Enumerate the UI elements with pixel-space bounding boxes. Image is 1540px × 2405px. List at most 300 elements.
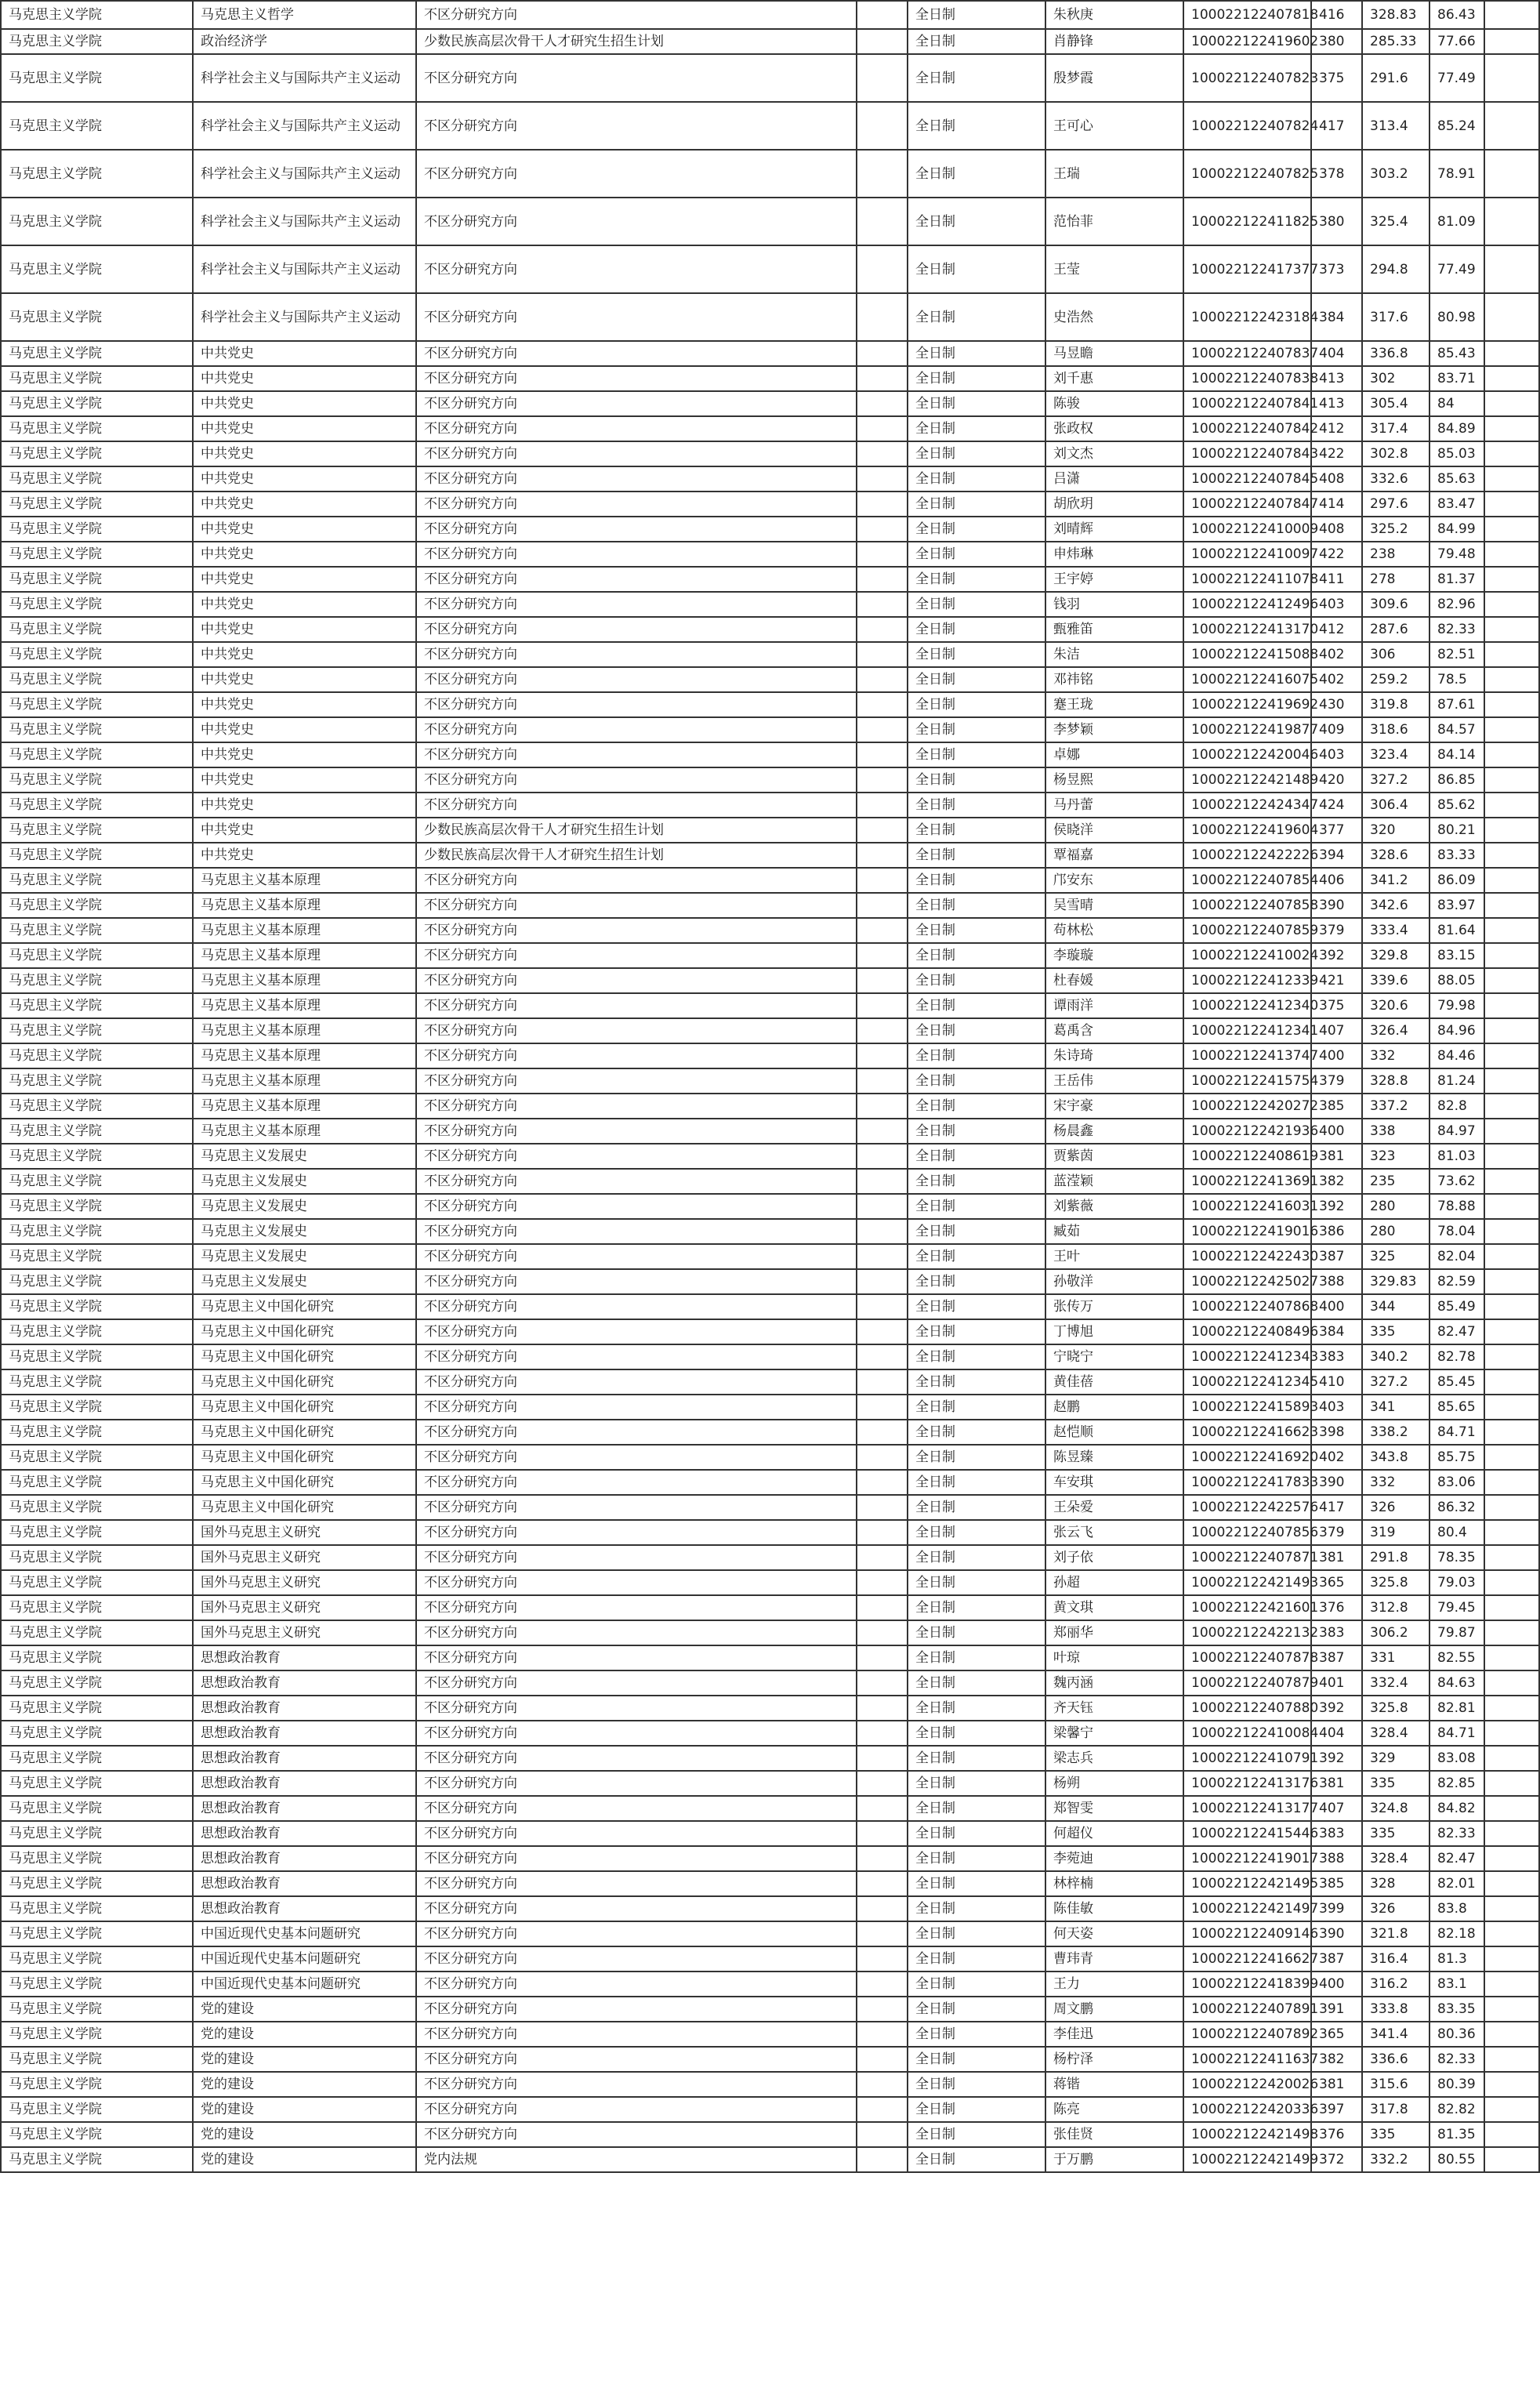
total-score-cell: 80.4 — [1429, 1520, 1484, 1545]
table-row — [1, 2122, 1539, 2147]
research-direction-cell: 不区分研究方向 — [416, 1119, 857, 1144]
research-direction-cell: 不区分研究方向 — [416, 150, 857, 198]
initial-score-cell: 410 — [1311, 1369, 1362, 1395]
spacer-cell — [857, 1670, 908, 1696]
research-direction-cell: 不区分研究方向 — [416, 1219, 857, 1244]
major-cell: 马克思主义发展史 — [193, 1194, 416, 1219]
college-cell: 马克思主义学院 — [1, 893, 193, 918]
spacer-cell — [1484, 1344, 1539, 1369]
spacer-cell — [857, 742, 908, 767]
college-cell: 马克思主义学院 — [1, 1470, 193, 1495]
candidate-id-cell: 100022122411078 — [1183, 567, 1311, 592]
retest-score-cell: 327.2 — [1362, 1369, 1429, 1395]
spacer-cell — [857, 1495, 908, 1520]
major-cell: 中共党史 — [193, 592, 416, 617]
study-mode-cell: 全日制 — [908, 1194, 1045, 1219]
table-row — [1, 1871, 1539, 1896]
spacer-cell — [1484, 1194, 1539, 1219]
spacer-cell — [857, 1319, 908, 1344]
candidate-id-cell: 100022122420336 — [1183, 2097, 1311, 2122]
research-direction-cell: 不区分研究方向 — [416, 1294, 857, 1319]
initial-score-cell: 383 — [1311, 1821, 1362, 1846]
college-cell: 马克思主义学院 — [1, 1445, 193, 1470]
initial-score-cell: 375 — [1311, 993, 1362, 1018]
total-score-cell: 83.1 — [1429, 1972, 1484, 1997]
total-score-cell: 79.98 — [1429, 993, 1484, 1018]
college-cell: 马克思主义学院 — [1, 1620, 193, 1645]
spacer-cell — [857, 366, 908, 391]
spacer-cell — [1484, 341, 1539, 366]
name-cell: 钱羽 — [1045, 592, 1183, 617]
total-score-cell: 81.24 — [1429, 1068, 1484, 1094]
retest-score-cell: 328.4 — [1362, 1846, 1429, 1871]
initial-score-cell: 408 — [1311, 517, 1362, 542]
spacer-cell — [857, 1846, 908, 1871]
retest-score-cell: 323 — [1362, 1144, 1429, 1169]
name-cell: 王可心 — [1045, 102, 1183, 150]
research-direction-cell: 不区分研究方向 — [416, 1244, 857, 1269]
college-cell: 马克思主义学院 — [1, 441, 193, 466]
total-score-cell: 78.91 — [1429, 150, 1484, 198]
spacer-cell — [1484, 692, 1539, 717]
name-cell: 宁晓宁 — [1045, 1344, 1183, 1369]
table-row — [1, 1972, 1539, 1997]
spacer-cell — [857, 1420, 908, 1445]
spacer-cell — [857, 102, 908, 150]
table-row — [1, 742, 1539, 767]
candidate-id-cell: 100022122410009 — [1183, 517, 1311, 542]
name-cell: 刘晴辉 — [1045, 517, 1183, 542]
initial-score-cell: 376 — [1311, 2122, 1362, 2147]
study-mode-cell: 全日制 — [908, 391, 1045, 416]
candidate-id-cell: 100022122416920 — [1183, 1445, 1311, 1470]
total-score-cell: 84.71 — [1429, 1721, 1484, 1746]
spacer-cell — [857, 2047, 908, 2072]
college-cell: 马克思主义学院 — [1, 843, 193, 868]
spacer-cell — [857, 1746, 908, 1771]
research-direction-cell: 不区分研究方向 — [416, 1997, 857, 2022]
initial-score-cell: 402 — [1311, 667, 1362, 692]
major-cell: 中共党史 — [193, 642, 416, 667]
spacer-cell — [1484, 893, 1539, 918]
retest-score-cell: 325.8 — [1362, 1570, 1429, 1595]
retest-score-cell: 316.4 — [1362, 1946, 1429, 1972]
retest-score-cell: 278 — [1362, 567, 1429, 592]
name-cell: 赵恺顺 — [1045, 1420, 1183, 1445]
initial-score-cell: 430 — [1311, 692, 1362, 717]
study-mode-cell: 全日制 — [908, 150, 1045, 198]
college-cell: 马克思主义学院 — [1, 198, 193, 245]
spacer-cell — [1484, 1746, 1539, 1771]
table-row — [1, 1846, 1539, 1871]
initial-score-cell: 382 — [1311, 2047, 1362, 2072]
candidate-id-cell: 100022122421489 — [1183, 767, 1311, 793]
spacer-cell — [1484, 843, 1539, 868]
research-direction-cell: 不区分研究方向 — [416, 517, 857, 542]
spacer-cell — [1484, 1997, 1539, 2022]
college-cell: 马克思主义学院 — [1, 1043, 193, 1068]
initial-score-cell: 365 — [1311, 1570, 1362, 1595]
spacer-cell — [1484, 466, 1539, 492]
initial-score-cell: 403 — [1311, 1395, 1362, 1420]
retest-score-cell: 326 — [1362, 1495, 1429, 1520]
major-cell: 科学社会主义与国际共产主义运动 — [193, 198, 416, 245]
retest-score-cell: 323.4 — [1362, 742, 1429, 767]
spacer-cell — [1484, 1068, 1539, 1094]
spacer-cell — [857, 993, 908, 1018]
spacer-cell — [1484, 1319, 1539, 1344]
candidate-id-cell: 100022122407843 — [1183, 441, 1311, 466]
table-row — [1, 1821, 1539, 1846]
spacer-cell — [1484, 742, 1539, 767]
spacer-cell — [857, 1771, 908, 1796]
major-cell: 党的建设 — [193, 2047, 416, 2072]
spacer-cell — [857, 293, 908, 341]
spacer-cell — [857, 341, 908, 366]
initial-score-cell: 387 — [1311, 1244, 1362, 1269]
name-cell: 赵鹏 — [1045, 1395, 1183, 1420]
college-cell: 马克思主义学院 — [1, 1369, 193, 1395]
major-cell: 马克思主义中国化研究 — [193, 1445, 416, 1470]
study-mode-cell: 全日制 — [908, 667, 1045, 692]
study-mode-cell: 全日制 — [908, 868, 1045, 893]
spacer-cell — [1484, 993, 1539, 1018]
initial-score-cell: 411 — [1311, 567, 1362, 592]
name-cell: 李梦颖 — [1045, 717, 1183, 742]
study-mode-cell: 全日制 — [908, 341, 1045, 366]
name-cell: 于万鹏 — [1045, 2147, 1183, 2172]
research-direction-cell: 不区分研究方向 — [416, 1821, 857, 1846]
spacer-cell — [1484, 366, 1539, 391]
college-cell: 马克思主义学院 — [1, 54, 193, 102]
name-cell: 梁志兵 — [1045, 1746, 1183, 1771]
total-score-cell: 82.18 — [1429, 1921, 1484, 1946]
candidate-id-cell: 100022122413177 — [1183, 1796, 1311, 1821]
name-cell: 蓝滢颖 — [1045, 1169, 1183, 1194]
study-mode-cell: 全日制 — [908, 1269, 1045, 1294]
study-mode-cell: 全日制 — [908, 592, 1045, 617]
major-cell: 马克思主义中国化研究 — [193, 1395, 416, 1420]
spacer-cell — [857, 918, 908, 943]
table-row — [1, 391, 1539, 416]
total-score-cell: 85.75 — [1429, 1445, 1484, 1470]
college-cell: 马克思主义学院 — [1, 1921, 193, 1946]
spacer-cell — [857, 1194, 908, 1219]
table-row — [1, 1645, 1539, 1670]
total-score-cell: 82.8 — [1429, 1094, 1484, 1119]
spacer-cell — [1484, 1696, 1539, 1721]
candidate-id-cell: 100022122413176 — [1183, 1771, 1311, 1796]
major-cell: 思想政治教育 — [193, 1645, 416, 1670]
initial-score-cell: 379 — [1311, 1520, 1362, 1545]
study-mode-cell: 全日制 — [908, 793, 1045, 818]
major-cell: 思想政治教育 — [193, 1670, 416, 1696]
initial-score-cell: 402 — [1311, 642, 1362, 667]
table-row — [1, 542, 1539, 567]
table-row — [1, 1119, 1539, 1144]
initial-score-cell: 422 — [1311, 441, 1362, 466]
study-mode-cell: 全日制 — [908, 29, 1045, 54]
retest-score-cell: 302.8 — [1362, 441, 1429, 466]
study-mode-cell: 全日制 — [908, 1721, 1045, 1746]
table-row — [1, 1395, 1539, 1420]
retest-score-cell: 316.2 — [1362, 1972, 1429, 1997]
name-cell: 王朵爱 — [1045, 1495, 1183, 1520]
retest-score-cell: 318.6 — [1362, 717, 1429, 742]
study-mode-cell: 全日制 — [908, 1319, 1045, 1344]
study-mode-cell: 全日制 — [908, 993, 1045, 1018]
research-direction-cell: 不区分研究方向 — [416, 692, 857, 717]
spacer-cell — [1484, 1871, 1539, 1896]
initial-score-cell: 401 — [1311, 1670, 1362, 1696]
spacer-cell — [1484, 1721, 1539, 1746]
table-row — [1, 1520, 1539, 1545]
name-cell: 林梓楠 — [1045, 1871, 1183, 1896]
candidate-id-cell: 100022122420272 — [1183, 1094, 1311, 1119]
retest-score-cell: 317.6 — [1362, 293, 1429, 341]
retest-score-cell: 332 — [1362, 1470, 1429, 1495]
candidate-id-cell: 100022122412339 — [1183, 968, 1311, 993]
candidate-id-cell: 100022122417377 — [1183, 245, 1311, 293]
study-mode-cell: 全日制 — [908, 245, 1045, 293]
retest-score-cell: 259.2 — [1362, 667, 1429, 692]
research-direction-cell: 不区分研究方向 — [416, 2072, 857, 2097]
major-cell: 马克思主义基本原理 — [193, 1068, 416, 1094]
major-cell: 马克思主义基本原理 — [193, 968, 416, 993]
candidate-id-cell: 100022122421495 — [1183, 1871, 1311, 1896]
retest-score-cell: 315.6 — [1362, 2072, 1429, 2097]
spacer-cell — [1484, 1119, 1539, 1144]
spacer-cell — [1484, 1946, 1539, 1972]
research-direction-cell: 不区分研究方向 — [416, 567, 857, 592]
major-cell: 马克思主义中国化研究 — [193, 1344, 416, 1369]
initial-score-cell: 403 — [1311, 742, 1362, 767]
candidate-id-cell: 100022122407847 — [1183, 492, 1311, 517]
spacer-cell — [857, 1645, 908, 1670]
total-score-cell: 83.47 — [1429, 492, 1484, 517]
spacer-cell — [857, 542, 908, 567]
study-mode-cell: 全日制 — [908, 1294, 1045, 1319]
name-cell: 周文鹏 — [1045, 1997, 1183, 2022]
spacer-cell — [1484, 245, 1539, 293]
name-cell: 苟林松 — [1045, 918, 1183, 943]
spacer-cell — [857, 441, 908, 466]
research-direction-cell: 不区分研究方向 — [416, 1344, 857, 1369]
total-score-cell: 81.03 — [1429, 1144, 1484, 1169]
college-cell: 马克思主义学院 — [1, 1194, 193, 1219]
spacer-cell — [857, 1520, 908, 1545]
initial-score-cell: 390 — [1311, 893, 1362, 918]
study-mode-cell: 全日制 — [908, 692, 1045, 717]
spacer-cell — [857, 592, 908, 617]
name-cell: 蒋锴 — [1045, 2072, 1183, 2097]
name-cell: 吕潇 — [1045, 466, 1183, 492]
table-row — [1, 466, 1539, 492]
major-cell: 党的建设 — [193, 2072, 416, 2097]
candidate-id-cell: 100022122407838 — [1183, 366, 1311, 391]
college-cell: 马克思主义学院 — [1, 1846, 193, 1871]
spacer-cell — [1484, 1972, 1539, 1997]
spacer-cell — [857, 617, 908, 642]
initial-score-cell: 377 — [1311, 818, 1362, 843]
retest-score-cell: 291.6 — [1362, 54, 1429, 102]
research-direction-cell: 不区分研究方向 — [416, 717, 857, 742]
college-cell: 马克思主义学院 — [1, 1871, 193, 1896]
spacer-cell — [1484, 1570, 1539, 1595]
candidate-id-cell: 100022122415088 — [1183, 642, 1311, 667]
table-row — [1, 993, 1539, 1018]
candidate-id-cell: 100022122419692 — [1183, 692, 1311, 717]
spacer-cell — [857, 1796, 908, 1821]
total-score-cell: 83.08 — [1429, 1746, 1484, 1771]
college-cell: 马克思主义学院 — [1, 1972, 193, 1997]
retest-score-cell: 335 — [1362, 1771, 1429, 1796]
total-score-cell: 82.04 — [1429, 1244, 1484, 1269]
college-cell: 马克思主义学院 — [1, 2022, 193, 2047]
candidate-id-cell: 100022122407880 — [1183, 1696, 1311, 1721]
table-row — [1, 1369, 1539, 1395]
spacer-cell — [1484, 1896, 1539, 1921]
research-direction-cell: 不区分研究方向 — [416, 1620, 857, 1645]
college-cell: 马克思主义学院 — [1, 492, 193, 517]
spacer-cell — [857, 1294, 908, 1319]
name-cell: 陈亮 — [1045, 2097, 1183, 2122]
initial-score-cell: 375 — [1311, 54, 1362, 102]
research-direction-cell: 不区分研究方向 — [416, 1319, 857, 1344]
candidate-id-cell: 100022122407824 — [1183, 102, 1311, 150]
initial-score-cell: 404 — [1311, 1721, 1362, 1746]
spacer-cell — [857, 1219, 908, 1244]
major-cell: 马克思主义中国化研究 — [193, 1319, 416, 1344]
research-direction-cell: 不区分研究方向 — [416, 198, 857, 245]
retest-score-cell: 333.4 — [1362, 918, 1429, 943]
college-cell: 马克思主义学院 — [1, 642, 193, 667]
research-direction-cell: 不区分研究方向 — [416, 1445, 857, 1470]
spacer-cell — [857, 1094, 908, 1119]
study-mode-cell: 全日制 — [908, 1545, 1045, 1570]
major-cell: 思想政治教育 — [193, 1696, 416, 1721]
spacer-cell — [857, 793, 908, 818]
research-direction-cell: 不区分研究方向 — [416, 1369, 857, 1395]
name-cell: 葛禹含 — [1045, 1018, 1183, 1043]
name-cell: 李菀迪 — [1045, 1846, 1183, 1871]
research-direction-cell: 不区分研究方向 — [416, 1068, 857, 1094]
name-cell: 丁博旭 — [1045, 1319, 1183, 1344]
major-cell: 思想政治教育 — [193, 1796, 416, 1821]
candidate-id-cell: 100022122407818 — [1183, 1, 1311, 29]
initial-score-cell: 383 — [1311, 1620, 1362, 1645]
college-cell: 马克思主义学院 — [1, 767, 193, 793]
research-direction-cell: 不区分研究方向 — [416, 968, 857, 993]
college-cell: 马克思主义学院 — [1, 293, 193, 341]
spacer-cell — [1484, 1495, 1539, 1520]
initial-score-cell: 392 — [1311, 1746, 1362, 1771]
spacer-cell — [857, 517, 908, 542]
major-cell: 马克思主义基本原理 — [193, 1094, 416, 1119]
research-direction-cell: 不区分研究方向 — [416, 1043, 857, 1068]
research-direction-cell: 不区分研究方向 — [416, 1696, 857, 1721]
research-direction-cell: 不区分研究方向 — [416, 1144, 857, 1169]
research-direction-cell: 不区分研究方向 — [416, 1721, 857, 1746]
college-cell: 马克思主义学院 — [1, 1746, 193, 1771]
retest-score-cell: 336.8 — [1362, 341, 1429, 366]
spacer-cell — [1484, 868, 1539, 893]
retest-score-cell: 306.4 — [1362, 793, 1429, 818]
retest-score-cell: 317.4 — [1362, 416, 1429, 441]
candidate-id-cell: 100022122408619 — [1183, 1144, 1311, 1169]
initial-score-cell: 385 — [1311, 1094, 1362, 1119]
research-direction-cell: 不区分研究方向 — [416, 1495, 857, 1520]
retest-score-cell: 306 — [1362, 642, 1429, 667]
college-cell: 马克思主义学院 — [1, 416, 193, 441]
study-mode-cell: 全日制 — [908, 517, 1045, 542]
table-row — [1, 1595, 1539, 1620]
study-mode-cell: 全日制 — [908, 1495, 1045, 1520]
spacer-cell — [1484, 1395, 1539, 1420]
research-direction-cell: 不区分研究方向 — [416, 1570, 857, 1595]
major-cell: 党的建设 — [193, 2122, 416, 2147]
spacer-cell — [1484, 1219, 1539, 1244]
retest-score-cell: 325 — [1362, 1244, 1429, 1269]
total-score-cell: 84 — [1429, 391, 1484, 416]
total-score-cell: 82.85 — [1429, 1771, 1484, 1796]
total-score-cell: 81.37 — [1429, 567, 1484, 592]
research-direction-cell: 不区分研究方向 — [416, 1269, 857, 1294]
candidate-id-cell: 100022122412496 — [1183, 592, 1311, 617]
retest-score-cell: 331 — [1362, 1645, 1429, 1670]
retest-score-cell: 312.8 — [1362, 1595, 1429, 1620]
initial-score-cell: 408 — [1311, 466, 1362, 492]
research-direction-cell: 不区分研究方向 — [416, 466, 857, 492]
spacer-cell — [1484, 1094, 1539, 1119]
name-cell: 孙超 — [1045, 1570, 1183, 1595]
spacer-cell — [1484, 1445, 1539, 1470]
major-cell: 马克思主义基本原理 — [193, 943, 416, 968]
initial-score-cell: 381 — [1311, 1545, 1362, 1570]
spacer-cell — [857, 466, 908, 492]
study-mode-cell: 全日制 — [908, 416, 1045, 441]
candidate-id-cell: 100022122421493 — [1183, 1570, 1311, 1595]
spacer-cell — [857, 1696, 908, 1721]
name-cell: 臧茹 — [1045, 1219, 1183, 1244]
name-cell: 申炜琳 — [1045, 542, 1183, 567]
college-cell: 马克思主义学院 — [1, 2122, 193, 2147]
total-score-cell: 78.88 — [1429, 1194, 1484, 1219]
research-direction-cell: 不区分研究方向 — [416, 1771, 857, 1796]
name-cell: 何天姿 — [1045, 1921, 1183, 1946]
retest-score-cell: 319 — [1362, 1520, 1429, 1545]
spacer-cell — [1484, 198, 1539, 245]
major-cell: 党的建设 — [193, 2147, 416, 2172]
major-cell: 中共党史 — [193, 818, 416, 843]
candidate-id-cell: 100022122421601 — [1183, 1595, 1311, 1620]
candidate-id-cell: 100022122412345 — [1183, 1369, 1311, 1395]
spacer-cell — [857, 1545, 908, 1570]
retest-score-cell: 285.33 — [1362, 29, 1429, 54]
spacer-cell — [857, 150, 908, 198]
retest-score-cell: 342.6 — [1362, 893, 1429, 918]
study-mode-cell: 全日制 — [908, 1369, 1045, 1395]
name-cell: 邝安东 — [1045, 868, 1183, 893]
table-row — [1, 1344, 1539, 1369]
table-row — [1, 1094, 1539, 1119]
name-cell: 王岳伟 — [1045, 1068, 1183, 1094]
name-cell: 殷梦霞 — [1045, 54, 1183, 102]
name-cell: 李璇璇 — [1045, 943, 1183, 968]
candidate-id-cell: 100022122416031 — [1183, 1194, 1311, 1219]
retest-score-cell: 326 — [1362, 1896, 1429, 1921]
spacer-cell — [1484, 1545, 1539, 1570]
